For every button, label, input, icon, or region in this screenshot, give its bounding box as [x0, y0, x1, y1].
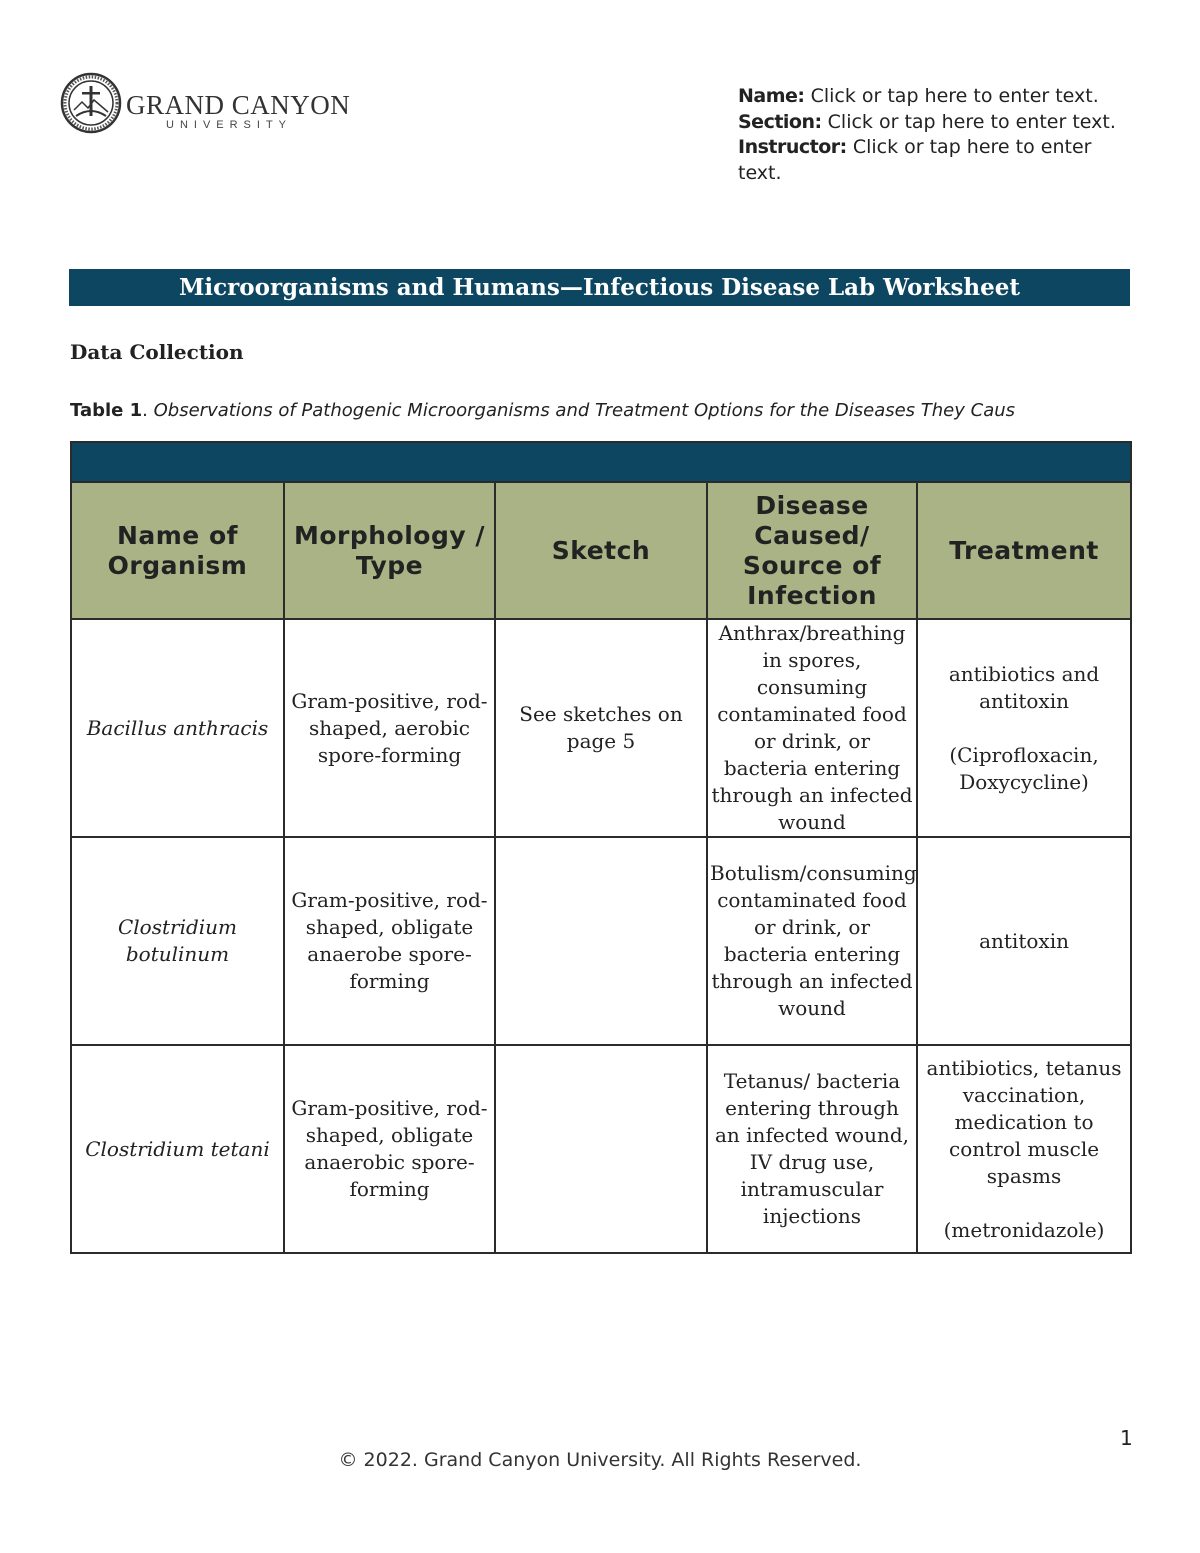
section-line: [738, 110, 1138, 136]
morphology-cell[interactable]: Gram-positive, rod-shaped, aerobic spore-forming: [284, 619, 495, 837]
header-band-cell: [71, 442, 1131, 482]
table-header-row: [71, 482, 1131, 619]
header-organism: Name of Organism: [71, 482, 284, 619]
treatment-cell[interactable]: [917, 1045, 1131, 1253]
student-info: [738, 84, 1138, 186]
table-caption-text: Observations of Pathogenic Microorganisms and Treatment Options for the Diseases They Caus: [153, 400, 1016, 421]
name-line: [738, 84, 1138, 110]
disease-cell[interactable]: Anthrax/breathing in spores, consuming contaminated food or drink, or bacteria entering through an infected wound: [707, 619, 917, 837]
morphology-cell[interactable]: Gram-positive, rod-shaped, obligate anaerobe spore-forming: [284, 837, 495, 1045]
section-field[interactable]: Click or tap here to enter text.: [827, 110, 1116, 133]
table-row: [71, 1045, 1131, 1253]
university-seal-icon: [60, 72, 122, 134]
university-logo: [60, 72, 350, 136]
header-morphology: Morphology / Type: [284, 482, 495, 619]
name-label: Name:: [738, 85, 805, 107]
instructor-field[interactable]: Click or tap here to enter text.: [738, 136, 1092, 184]
table-header-band: [71, 442, 1131, 482]
sketch-cell[interactable]: [495, 837, 707, 1045]
table-caption-label: Table 1: [70, 400, 143, 421]
organism-cell[interactable]: Bacillus anthracis: [71, 619, 284, 837]
observations-table: [70, 441, 1132, 1254]
organism-cell[interactable]: Clostridium tetani: [71, 1045, 284, 1253]
organism-cell[interactable]: Clostridium botulinum: [71, 837, 284, 1045]
morphology-cell[interactable]: Gram-positive, rod-shaped, obligate anaerobic spore-forming: [284, 1045, 495, 1253]
instructor-line: [738, 135, 1138, 186]
instructor-label: Instructor:: [738, 136, 847, 158]
table-caption-separator: .: [142, 400, 154, 421]
name-field[interactable]: Click or tap here to enter text.: [810, 85, 1099, 107]
section-label: Section:: [738, 110, 822, 133]
sketch-cell[interactable]: See sketches on page 5: [495, 619, 707, 837]
header-disease: Disease Caused/ Source of Infection: [707, 482, 917, 619]
sketch-cell[interactable]: [495, 1045, 707, 1253]
table-row: [71, 619, 1131, 837]
treatment-detail: (metronidazole): [943, 1217, 1105, 1242]
logo-wordmark: GRAND CANYON: [126, 90, 351, 120]
header-sketch: Sketch: [495, 482, 707, 619]
section-heading: Data Collection: [70, 340, 244, 364]
header-treatment: Treatment: [917, 482, 1131, 619]
table-caption: [70, 400, 1130, 421]
worksheet-title: Microorganisms and Humans—Infectious Disease Lab Worksheet: [69, 269, 1130, 306]
logo-subtitle: UNIVERSITY: [166, 119, 293, 131]
disease-cell[interactable]: Tetanus/ bacteria entering through an infected wound, IV drug use, intramuscular injections: [707, 1045, 917, 1253]
treatment-cell[interactable]: [917, 619, 1131, 837]
treatment-detail: (Ciprofloxacin, Doxycycline): [949, 742, 1099, 794]
disease-cell[interactable]: Botulism/consuming contaminated food or drink, or bacteria entering through an infected wound: [707, 837, 917, 1045]
treatment-text: antibiotics and antitoxin: [948, 661, 1100, 713]
treatment-text: antibiotics, tetanus vaccination, medication to control muscle spasms: [926, 1055, 1122, 1188]
copyright-footer: © 2022. Grand Canyon University. All Rights Reserved.: [338, 1449, 862, 1471]
table-row: [71, 837, 1131, 1045]
page-number: 1: [1120, 1426, 1133, 1450]
treatment-text: antitoxin: [979, 928, 1069, 953]
treatment-cell[interactable]: [917, 837, 1131, 1045]
